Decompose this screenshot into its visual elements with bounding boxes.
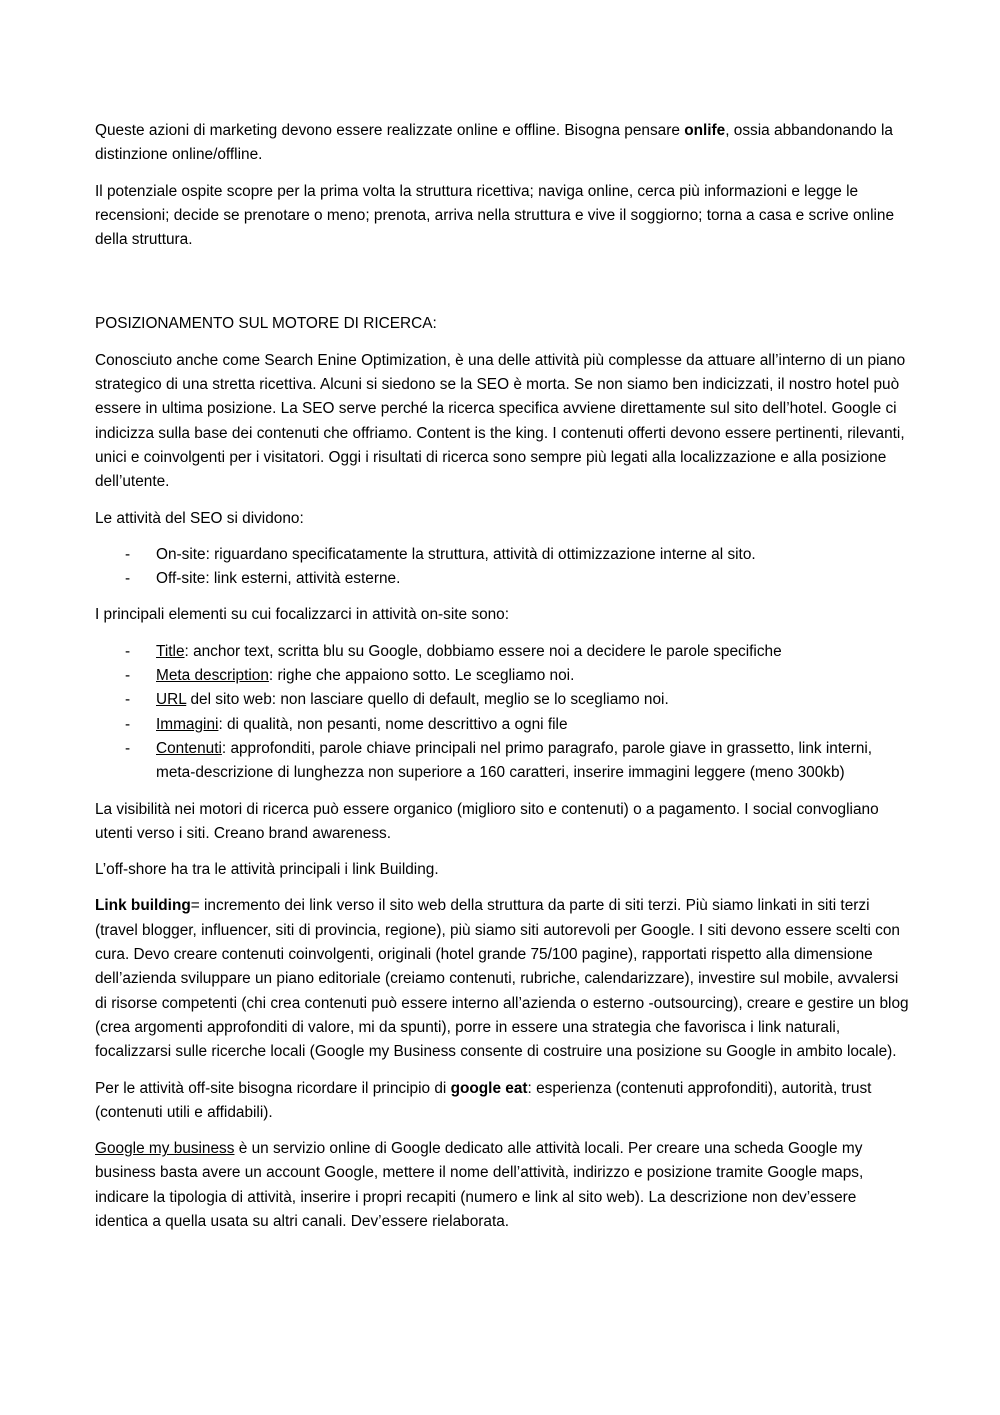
list-item: - Contenuti: approfonditi, parole chiave principali nel primo paragrafo, parole giave in grassetto, link interni, meta-descrizione di lunghezza non superiore a 160 caratteri, inserire immagini leggere (meno 300kb) — [95, 737, 910, 786]
seo-types-list — [95, 543, 910, 592]
list-item: - Title: anchor text, scritta blu su Google, dobbiamo essere noi a decidere le parole specifiche — [95, 640, 910, 664]
list-item: - Off-site: link esterni, attività esterne. — [95, 567, 910, 591]
paragraph-offshore: L’off-shore ha tra le attività principali i link Building. — [95, 861, 439, 879]
onsite-elements-list — [95, 640, 910, 786]
section-heading: POSIZIONAMENTO SUL MOTORE DI RICERCA: — [95, 315, 437, 333]
dash-bullet: - — [125, 642, 131, 660]
dash-bullet: - — [125, 570, 131, 588]
dash-bullet: - — [125, 691, 131, 709]
paragraph-google-eat: Per le attività off-site bisogna ricordare il principio di google eat: esperienza (contenuti approfonditi), autorità, trust (contenuti utili e affidabili). — [95, 1079, 872, 1121]
list-item: - Meta description: righe che appaiono sotto. Le scegliamo noi. — [95, 664, 910, 688]
paragraph-onlife: Queste azioni di marketing devono essere realizzate online e offline. Bisogna pensare onlife, ossia abbandonando la distinzione online/offline. — [95, 122, 893, 164]
dash-bullet: - — [125, 667, 131, 685]
bold-onlife: onlife — [684, 122, 726, 139]
spacer — [95, 264, 910, 312]
paragraph-onsite-elements: I principali elementi su cui focalizzarci in attività on-site sono: — [95, 606, 510, 624]
list-item: - On-site: riguardano specificatamente la struttura, attività di ottimizzazione interne al sito. — [95, 543, 910, 567]
paragraph-link-building: Link building= incremento dei link verso il sito web della struttura da parte di siti terzi. Più siamo linkati in siti terzi (travel blogger, influencer, siti di provincia, regione), più siamo siti autorevoli per Google. I siti devono essere scelti con cura. Devo creare contenuti coinvolgenti, originali (hotel grande 75/100 pagine), rapportati rispetto alla dimensione dell’azienda sviluppare un piano editoriale (creiamo contenuti, rubriche, calendarizzare), investire sul mobile, avvalersi di risorse competenti (chi crea contenuti può essere interno all’azienda o esterno -outsourcing), creare e gestire un blog (crea argomenti approfonditi di valore, mi da spunti), porre in essere una strategia che favorisca i link naturali, focalizzarsi sulle ricerche locali (Google my Business consente di costruire una posizione su Google in ambito locale). — [95, 897, 909, 1061]
dash-bullet: - — [125, 739, 131, 757]
paragraph-seo-activities: Le attività del SEO si dividono: — [95, 509, 304, 527]
bold-google-eat: google eat — [450, 1079, 528, 1097]
document-page — [95, 119, 910, 1246]
dash-bullet: - — [125, 545, 131, 563]
paragraph-google-my-business: Google my business è un servizio online di Google dedicato alle attività locali. Per creare una scheda Google my business basta avere un account Google, mettere il nome dell’attività, indirizzo e posizione tramite Google maps, indicare la tipologia di attività, inserire i propri recapiti (numero e link al sito web). La descrizione non dev’essere identica a quella usata su altri canali. Dev’essere rielaborata. — [95, 1140, 864, 1230]
bold-link-building: Link building — [95, 897, 191, 915]
dash-bullet: - — [125, 715, 131, 733]
paragraph-seo-intro: Conosciuto anche come Search Enine Optimization, è una delle attività più complesse da attuare all’interno di un piano strategico di una stretta ricettiva. Alcuni si siedono se la SEO è morta. Se non siamo ben indicizzati, il nostro hotel può essere in ultima posizione. La SEO serve perché la ricerca specifica avviene direttamente sul sito dell’hotel. Google ci indicizza sulla base dei contenuti che offriamo. Content is the king. I contenuti offerti devono essere pertinenti, rilevanti, unici e coinvolgenti per i visitatori. Oggi i risultati di ricerca sono sempre più legati alla localizzazione e alla posizione dell’utente. — [95, 351, 906, 491]
paragraph-guest-journey: Il potenziale ospite scopre per la prima volta la struttura ricettiva; naviga online, cerca più informazioni e legge le recensioni; decide se prenotare o meno; prenota, arriva nella struttura e vive il soggiorno; torna a casa e scrive online della struttura. — [95, 182, 895, 249]
list-item: - Immagini: di qualità, non pesanti, nome descrittivo a ogni file — [95, 713, 910, 737]
paragraph-visibility: La visibilità nei motori di ricerca può essere organico (miglioro sito e contenuti) o a pagamento. I social convogliano utenti verso i siti. Creano brand awareness. — [95, 800, 879, 842]
list-item: - URL del sito web: non lasciare quello di default, meglio se lo scegliamo noi. — [95, 688, 910, 712]
